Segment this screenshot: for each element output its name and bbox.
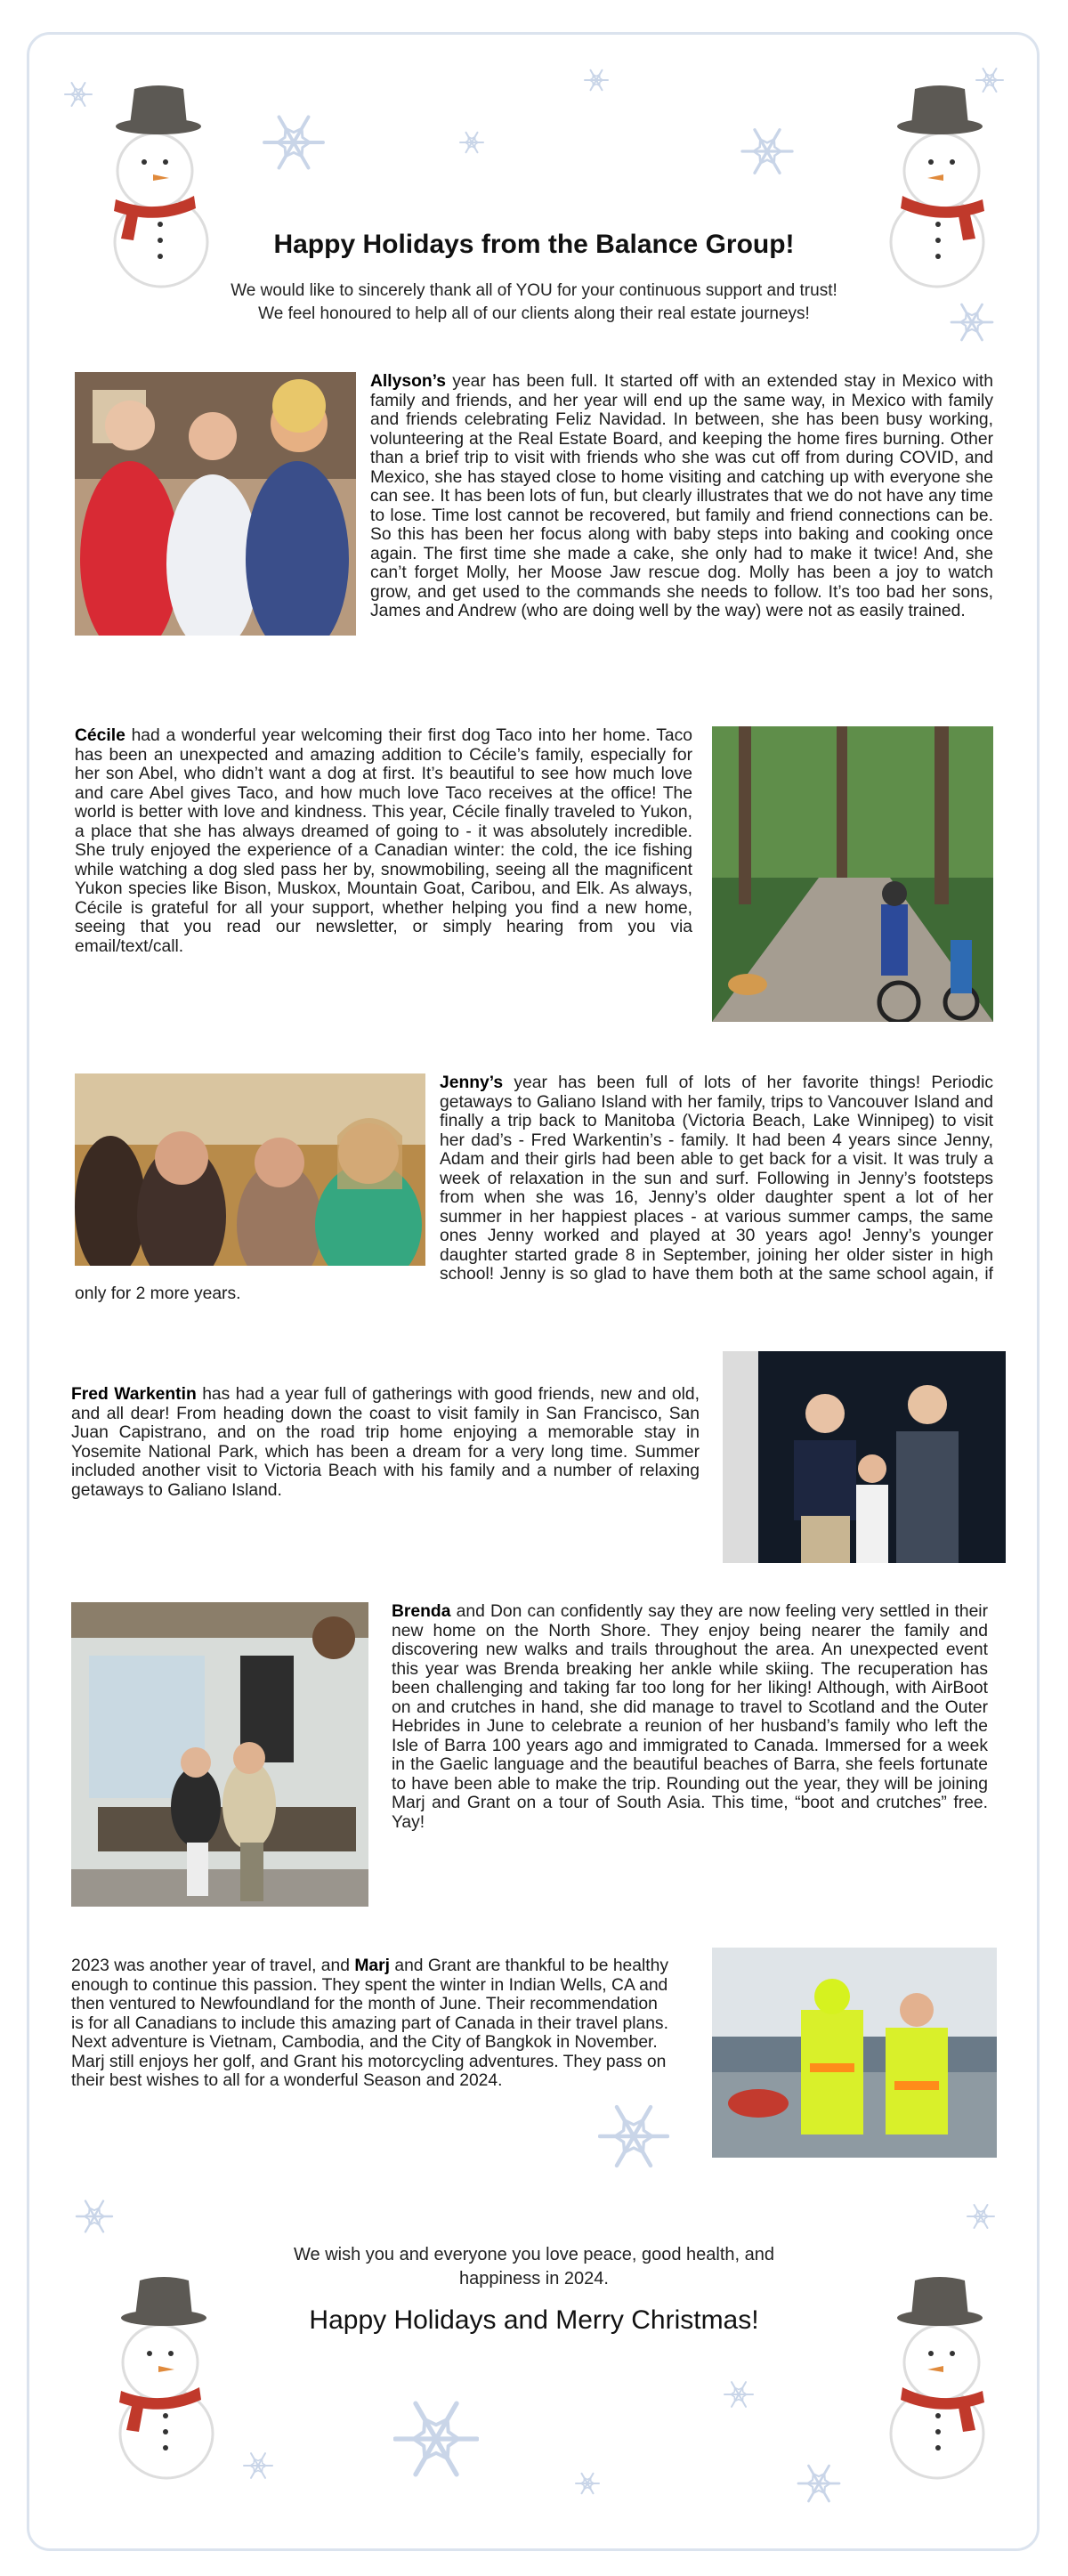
section-text: has had a year full of gatherings with good friends, new and old, and all dear! From heading down the coast to visit family in San Francisco, San Juan Capistrano, and on the road trip home enjoying a memorable stay in Yosemite National Park, which has been a dream for a very long time. Summer included another visit to Victoria Beach with his family and a number of relaxing getaways to Galiano Island. (71, 1385, 700, 1500)
page-title: Happy Holidays from the Balance Group! (273, 230, 795, 259)
photo-brenda (71, 1602, 368, 1907)
snowflake-icon (393, 2396, 479, 2482)
snowflake-icon (797, 2461, 841, 2506)
closing-greeting: Happy Holidays and Merry Christmas! (309, 2305, 759, 2335)
intro-line: We would like to sincerely thank all of YOU for your continuous support and trust! (231, 281, 837, 300)
section-name: Fred Warkentin (71, 1385, 197, 1404)
section-cecile (75, 726, 993, 1025)
section-text: year has been full of lots of her favorite things! Periodic getaways to Galiano Island with her family, trips to Vancouver Island and finally a trip back to Manitoba (Victoria Beach, Lake Winnipeg) to visit her dad’s - Fred Warkentin’s - family. It had been 4 years since Jenny, Adam and their girls had been able to get back for a visit. It was truly a week of relaxation in the sun and surf. Following in Jenny’s footsteps from when she was 16, Jenny’s older daughter spent a lot of her summer in her happiest places - at various summer camps, the same ones Jenny worked and played at 30 years ago! Jenny’s younger daughter started grade 8 in September, joining her older sister in high school! Jenny is so glad to have them both at the same school again, if only for 2 more years. (75, 1073, 993, 1303)
snowflake-icon (740, 125, 794, 178)
section-name: Marj (354, 1956, 390, 1975)
photo-cecile (712, 726, 993, 1022)
section-text: 2023 was another year of travel, and (71, 1956, 355, 1975)
snowflake-icon (63, 79, 93, 109)
photo-jenny (75, 1073, 425, 1266)
photo-marj (712, 1948, 997, 2158)
snowflake-icon (242, 2450, 274, 2482)
section-name: Brenda (392, 1602, 451, 1621)
closing-message (0, 2243, 1068, 2291)
snowflake-icon (583, 67, 610, 93)
snowflake-icon (75, 2197, 114, 2236)
closing-line: happiness in 2024. (459, 2269, 609, 2288)
snowflake-icon (458, 129, 485, 156)
snowman-icon (94, 82, 228, 296)
snowflake-icon (975, 65, 1005, 95)
intro-text (0, 279, 1068, 326)
section-text: year has been full. It started off with an extended stay in Mexico with family and friends, and her year will end up the same way, in Mexico with family and friends celebrating Feliz Navidad. In between, she has been busy working, volunteering at the Real Estate Board, and keeping the home fires burning. Other than a brief trip to visit with friends who she was cut off from during COVID, and Mexico, she has stayed close to home visiting and catching up with everyone she can see. It has been lots of fun, but clearly illustrates that we do not have any time to lose. Time lost cannot be recovered, but family and friend connections can be. So this has been her focus along with baby steps into baking and cooking once again. The first time she made a cake, she only had to make it twice! And, she can’t forget Molly, her Moose Jaw rescue dog. Molly has been a joy to watch grow, and get used to the commands she needs to follow. It’s too bad her sons, James and Andrew (who are doing well by the way) were not as easily trained. (370, 372, 993, 620)
section-name: Allyson’s (370, 372, 447, 391)
closing-line: We wish you and everyone you love peace, good health, and (294, 2245, 774, 2264)
section-text: and Don can confidently say they are now feeling very settled in their new home on the North Shore. They enjoy being nearer the family and discovering new walks and trails throughout the area. An unexpected event this year was Brenda breaking her ankle while skiing. The recuperation has been challenging and taking far too long for her liking! Although, with AirBoot on and crutches in hand, she did manage to travel to Scotland and the Outer Hebrides in June to celebrate a reunion of her husband’s family who left the Isle of Barra 100 years ago and immigrated to Canada. Immersed for a week in the Gaelic language and the beautiful beaches of Barra, she feels fortunate to have been able to make the trip. Rounding out the year, they will be joining Marj and Grant on a tour of South Asia. This time, “boot and crutches” free. Yay! (392, 1602, 988, 1832)
intro-line: We feel honoured to help all of our clients along their real estate journeys! (258, 304, 810, 323)
section-text: and Grant are thankful to be healthy enough to continue this passion. They spent the winter in Indian Wells, CA and then ventured to Newfoundland for the month of June. Their recommendation is for all Canadians to include this amazing part of Canada in their travel plans. Next adventure is Vietnam, Cambodia, and the City of Bangkok in November. Marj still enjoys her golf, and Grant his motorcycling adventures. They pass on their best wishes to all for a wonderful Season and 2024. (71, 1956, 668, 2090)
section-text: had a wonderful year welcoming their first dog Taco into her home. Taco has been an unexpected and amazing addition to Cécile’s family, especially for her son Abel, who didn’t want a dog at first. It’s beautiful to see how much love and care Abel gives Taco, and how much love Taco receives at the office! The world is better with love and kindness. This year, Cécile finally traveled to Yukon, a place that she has always dreamed of going to - it was absolutely incredible. She truly enjoyed the experience of a Canadian winter: the cold, the ice fishing while watching a dog sled pass her by, snowmobiling, seeing all the magnificent Yukon species like Bison, Muskox, Mountain Goat, Caribou, and Elk. As always, Cécile is grateful for all your support, whether helping you find a new home, seeing that you read our newsletter, or simply hearing from you via email/text/call. (75, 726, 692, 956)
section-jenny (75, 1073, 993, 1303)
snowflake-icon (263, 111, 325, 174)
photo-allyson (75, 372, 356, 636)
section-name: Cécile (75, 726, 125, 745)
section-marj (71, 1956, 997, 2161)
snowflake-icon (574, 2470, 601, 2497)
photo-fred (723, 1351, 1006, 1563)
section-brenda (71, 1602, 988, 1910)
snowflake-icon (966, 2201, 996, 2232)
section-fred (71, 1385, 1006, 1567)
section-allyson (75, 372, 993, 639)
section-name: Jenny’s (440, 1073, 504, 1092)
snowflake-icon (723, 2378, 755, 2410)
snowman-icon (870, 82, 1004, 296)
